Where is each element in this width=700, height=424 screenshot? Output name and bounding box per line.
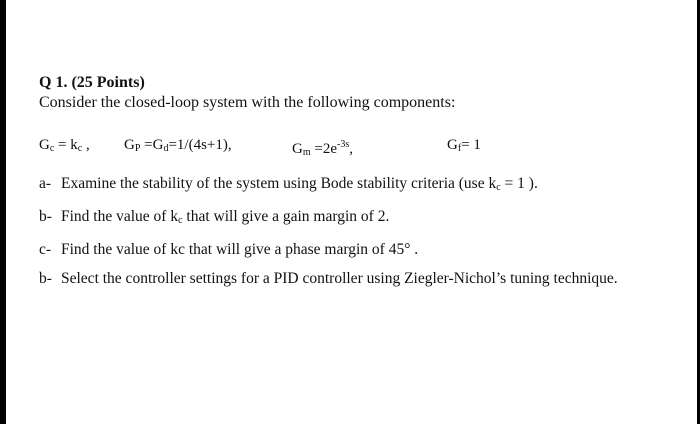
- component-equations: [39, 135, 659, 158]
- list-marker: b-: [39, 208, 52, 225]
- question-title: Q 1. (25 Points): [39, 74, 145, 91]
- equation-gf: $G_f= 1$: [447, 137, 481, 154]
- left-edge-bar: [0, 0, 6, 424]
- list-item-c: [39, 240, 659, 259]
- list-item-b-pid: [39, 269, 659, 288]
- equation-gp: $G_P =G_d=1/(4s+1)$,: [124, 137, 232, 154]
- question-intro: Consider the closed-loop system with the following components:: [39, 94, 456, 111]
- equation-gm: $G_m =2e^{-3s}$,: [292, 139, 353, 158]
- list-item-a: [39, 174, 659, 197]
- list-marker: a-: [39, 175, 52, 192]
- list-item-text: Find the value of kc that will give a phase margin of 45° .: [61, 241, 419, 258]
- list-marker: b-: [39, 270, 52, 287]
- equation-gc: $G_c = k_c$ ,: [39, 137, 90, 154]
- list-item-text: Select the controller settings for a PID controller using Ziegler-Nichol’s tuning technique.: [61, 270, 618, 287]
- list-item-text: Find the value of $k_c$ that will give a gain margin of 2.: [61, 208, 390, 226]
- list-marker: c-: [39, 241, 52, 258]
- list-item-b-gain-margin: [39, 207, 659, 230]
- list-item-text: Examine the stability of the system using Bode stability criteria (use $k_c = 1$ ).: [61, 175, 538, 193]
- question-block: [39, 73, 659, 288]
